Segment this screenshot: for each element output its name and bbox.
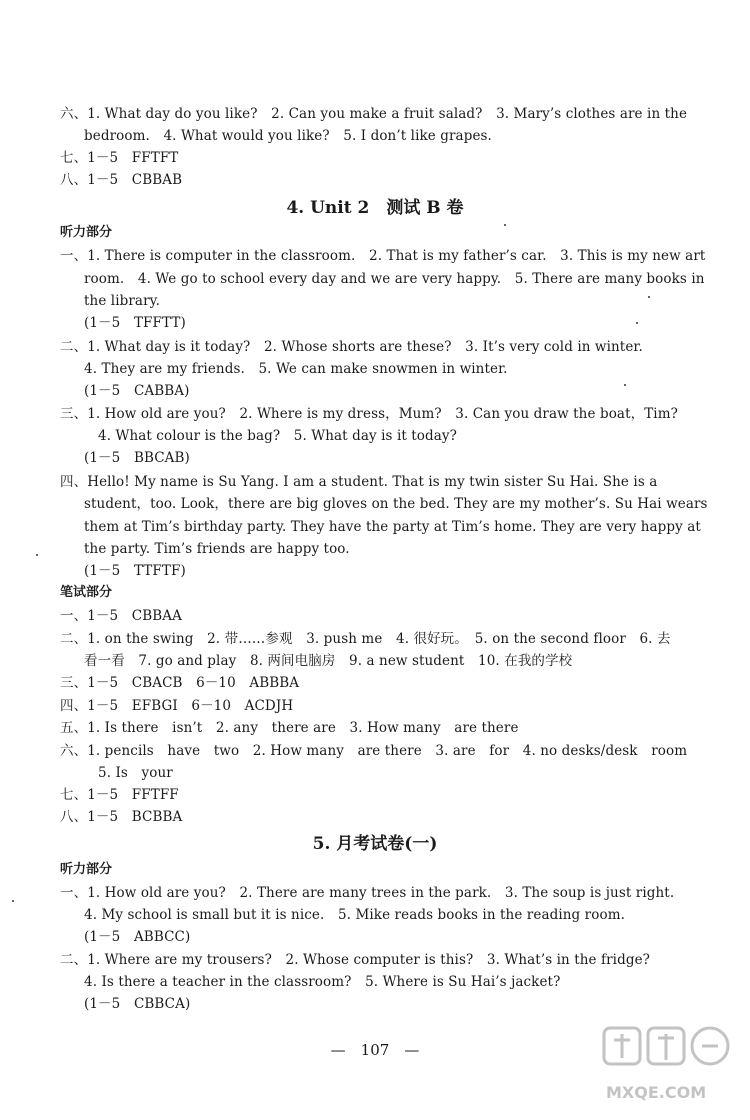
answer-line: 4. Is there a teacher in the classroom? 5. Where is Su Hai’s jacket? xyxy=(84,974,561,990)
scan-speck xyxy=(504,224,506,226)
answer-line: 八、1－5 BCBBA xyxy=(60,809,183,825)
answer-line: 二、1. Where are my trousers? 2. Whose computer is this? 3. What’s in the fridge? xyxy=(60,952,651,968)
answer-line: student，too. Look，there are big gloves on the bed. They are my mother’s. Su Hai wears xyxy=(84,496,708,512)
answer-line: 四、1－5 EFBGI 6－10 ACDJH xyxy=(60,698,294,714)
answer-site-logo-icon xyxy=(596,1020,736,1110)
answer-line: them at Tim’s birthday party. They have the party at Tim’s home. They are very happy at xyxy=(84,519,701,535)
answer-line: 二、1. What day is it today? 2. Whose shorts are these? 3. It’s very cold in winter. xyxy=(60,339,643,355)
answer-line: 一、1. How old are you? 2. There are many trees in the park. 3. The soup is just right. xyxy=(60,885,675,901)
subsection-heading: 笔试部分 xyxy=(60,585,113,600)
answer-line: 二、1. on the swing 2. 带……参观 3. push me 4. 很好玩。 5. on the second floor 6. 去 xyxy=(60,631,671,647)
answer-line: bedroom. 4. What would you like? 5. I don’t like grapes. xyxy=(84,128,492,144)
answer-line: 4. What colour is the bag? 5. What day is it today? xyxy=(98,428,457,444)
answer-line: (1－5 CBBCA) xyxy=(84,996,191,1012)
answer-line: 六、1. What day do you like? 2. Can you make a fruit salad? 3. Mary’s clothes are in the xyxy=(60,106,688,122)
scan-speck xyxy=(624,384,626,386)
answer-line: 5. Is your xyxy=(98,765,173,781)
answer-line: 三、1－5 CBACB 6－10 ABBBA xyxy=(60,675,300,691)
answer-line: 七、1－5 FFTFT xyxy=(60,150,179,166)
answer-line: 七、1－5 FFTFF xyxy=(60,787,179,803)
answer-line: room. 4. We go to school every day and we are very happy. 5. There are many books in xyxy=(84,271,705,287)
answer-line: 一、1－5 CBBAA xyxy=(60,608,182,624)
answer-line: (1－5 CABBA) xyxy=(84,383,190,399)
answer-line: (1－5 BBCAB) xyxy=(84,450,190,466)
answer-line: 看一看 7. go and play 8. 两间电脑房 9. a new student 10. 在我的学校 xyxy=(84,653,573,669)
answer-line: 4. They are my friends. 5. We can make snowmen in winter. xyxy=(84,361,508,377)
section-heading: 4. Unit 2 测试 B 卷 xyxy=(286,198,464,218)
answer-line: (1－5 ABBCC) xyxy=(84,929,191,945)
scan-speck xyxy=(36,554,38,556)
watermark-text: MXQE.COM xyxy=(606,1083,707,1102)
answer-line: 一、1. There is computer in the classroom. 2. That is my father’s car. 3. This is my new art xyxy=(60,248,706,264)
answer-line: 六、1. pencils have two 2. How many are there 3. are for 4. no desks/desk room xyxy=(60,743,688,759)
answer-line: 五、1. Is there isn’t 2. any there are 3. How many are there xyxy=(60,720,519,736)
answer-line: the library. xyxy=(84,293,160,309)
answer-line: 八、1－5 CBBAB xyxy=(60,172,183,188)
scan-speck xyxy=(12,900,14,902)
subsection-heading: 听力部分 xyxy=(60,225,113,240)
page-number: — 107 — xyxy=(330,1041,420,1059)
answer-line: (1－5 TFFTT) xyxy=(84,315,186,331)
section-heading: 5. 月考试卷(一) xyxy=(312,834,438,854)
answer-line: 4. My school is small but it is nice. 5. Mike reads books in the reading room. xyxy=(84,907,625,923)
scan-speck xyxy=(636,322,638,324)
scan-speck xyxy=(648,296,650,298)
answer-line: 三、1. How old are you? 2. Where is my dress，Mum? 3. Can you draw the boat，Tim? xyxy=(60,406,678,422)
subsection-heading: 听力部分 xyxy=(60,862,113,877)
answer-line: 四、Hello! My name is Su Yang. I am a student. That is my twin sister Su Hai. She is a xyxy=(60,474,658,490)
answer-line: the party. Tim’s friends are happy too. xyxy=(84,541,350,557)
answer-line: (1－5 TTFTF) xyxy=(84,563,186,579)
